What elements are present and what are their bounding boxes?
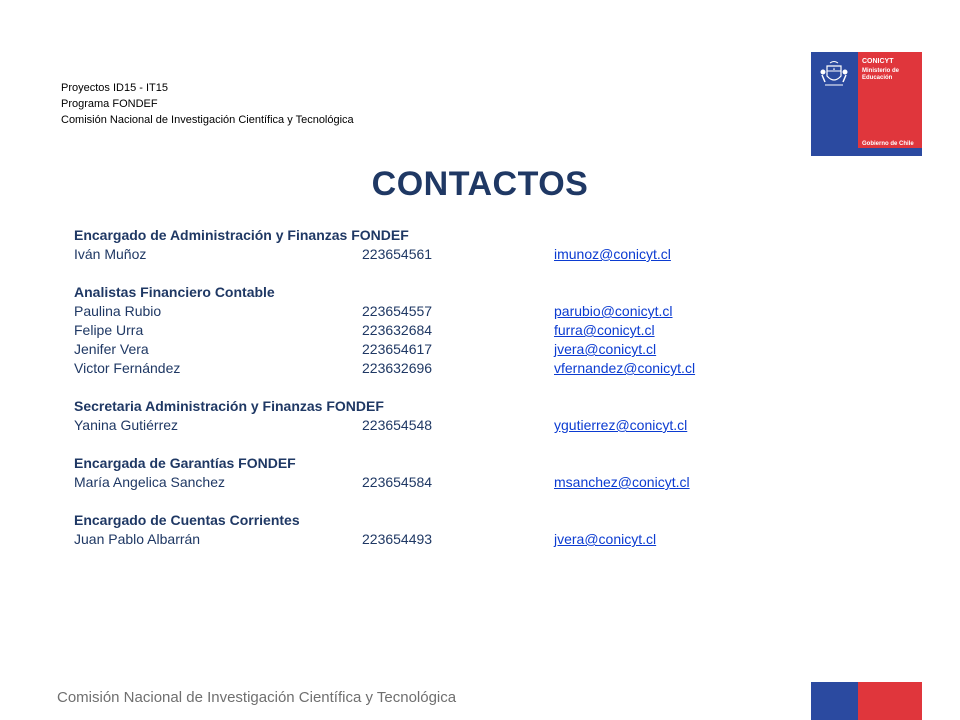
contact-name: Felipe Urra <box>74 322 144 338</box>
footer-flag-bar <box>811 682 922 720</box>
header-project-line: Proyectos ID15 - IT15 <box>61 82 168 94</box>
contact-phone: 223654548 <box>362 417 433 433</box>
chile-coat-of-arms-icon <box>819 60 849 88</box>
section-heading: Encargada de Garantías FONDEF <box>74 455 296 471</box>
contact-phone: 223632684 <box>362 322 433 338</box>
header-info <box>61 80 354 128</box>
contact-phone: 223654617 <box>362 341 433 357</box>
contact-name: Yanina Gutiérrez <box>74 417 179 433</box>
contact-row <box>74 321 794 340</box>
contact-name: Paulina Rubio <box>74 303 162 319</box>
contact-row <box>74 359 794 378</box>
header-commission-line: Comisión Nacional de Investigación Científica y Tecnológica <box>61 114 354 126</box>
contact-phone: 223654493 <box>362 531 433 547</box>
contact-email-link[interactable]: jvera@conicyt.cl <box>554 531 657 547</box>
section-analysts <box>74 283 794 378</box>
contact-row <box>74 340 794 359</box>
contact-name: Jenifer Vera <box>74 341 149 357</box>
contact-row <box>74 245 794 264</box>
contact-email-link[interactable]: ygutierrez@conicyt.cl <box>554 417 688 433</box>
contact-row <box>74 530 794 549</box>
logo-title: CONICYT <box>862 58 894 65</box>
contact-phone: 223654557 <box>362 303 433 319</box>
section-admin-finance <box>74 226 794 264</box>
section-heading: Encargado de Cuentas Corrientes <box>74 512 300 528</box>
section-secretary <box>74 397 794 435</box>
logo-ministry-line1: Ministerio de <box>862 68 900 74</box>
contact-name: Victor Fernández <box>74 360 181 376</box>
section-current-accounts <box>74 511 794 549</box>
page-title: CONTACTOS <box>371 165 589 203</box>
contact-row <box>74 473 794 492</box>
logo-ministry <box>862 68 899 82</box>
contact-email-link[interactable]: msanchez@conicyt.cl <box>554 474 690 490</box>
contact-name: Juan Pablo Albarrán <box>74 531 201 547</box>
logo-ministry-line2: Educación <box>862 75 893 81</box>
contact-name: Iván Muñoz <box>74 246 147 262</box>
section-heading: Secretaria Administración y Finanzas FONDEF <box>74 398 384 414</box>
logo-red-panel <box>858 52 922 156</box>
footer-flag-blue <box>811 682 858 720</box>
logo-gobierno: Gobierno de Chile <box>862 141 914 147</box>
logo-blue-panel <box>811 52 858 156</box>
contacts-list <box>74 226 794 549</box>
contact-phone: 223632696 <box>362 360 433 376</box>
contact-email-link[interactable]: vfernandez@conicyt.cl <box>554 360 696 376</box>
footer-flag-red <box>858 682 922 720</box>
contact-email-link[interactable]: parubio@conicyt.cl <box>554 303 673 319</box>
section-heading: Encargado de Administración y Finanzas FONDEF <box>74 227 409 243</box>
contact-phone: 223654584 <box>362 474 433 490</box>
contact-row <box>74 416 794 435</box>
contact-name: María Angelica Sanchez <box>74 474 225 490</box>
header-program-line: Programa FONDEF <box>61 98 158 110</box>
contact-row <box>74 302 794 321</box>
contact-email-link[interactable]: jvera@conicyt.cl <box>554 341 657 357</box>
footer-text: Comisión Nacional de Investigación Científica y Tecnológica <box>57 689 457 706</box>
contact-email-link[interactable]: imunoz@conicyt.cl <box>554 246 671 262</box>
contact-email-link[interactable]: furra@conicyt.cl <box>554 322 655 338</box>
section-heading: Analistas Financiero Contable <box>74 284 275 300</box>
section-guarantees <box>74 454 794 492</box>
conicyt-logo <box>811 52 922 156</box>
contact-phone: 223654561 <box>362 246 433 262</box>
